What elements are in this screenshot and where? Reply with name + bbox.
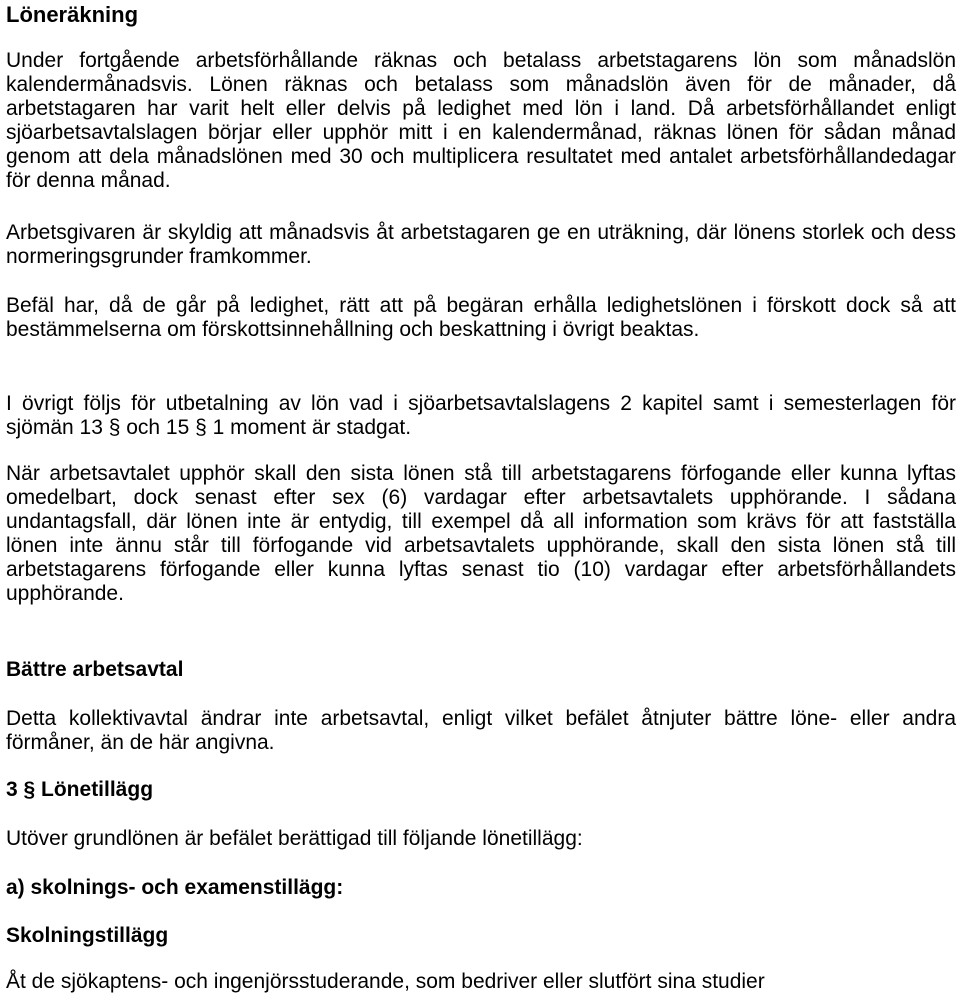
paragraph-payment-rules: I övrigt följs för utbetalning av lön vad i sjöarbetsavtalslagens 2 kapitel samt i semesterlagen för sjömän 13 § och 15 § 1 moment är stadgat. — [6, 392, 956, 439]
page-title: Löneräkning — [6, 2, 139, 27]
paragraph-final-salary: När arbetsavtalet upphör skall den sista lönen stå till arbetstagarens förfogande eller kunna lyftas omedelbart, dock senast efter sex (6) vardagar efter arbetsavtalets upphörande. I sådana undantagsfall, där lönen inte är entydig, till exempel då all information som krävs för att fastställa lönen inte ännu står till förfogande vid arbetsavtalets upphörande, skall den sista lönen stå till arbetstagarens förfogande eller kunna lyftas senast tio (10) vardagar efter arbetsförhållandets upphörande. — [6, 462, 956, 605]
section-heading-salary-supplement: 3 § Lönetillägg — [6, 778, 154, 801]
paragraph-salary-calculation: Under fortgående arbetsförhållande räknas och betalass arbetstagarens lön som månadslön kalendermånadsvis. Lönen räknas och betalass som månadslön även för de månader, då arbetstagaren har varit helt eller delvis på ledighet med lön i land. Då arbetsförhållandet enligt sjöarbetsavtalslagen börjar eller upphör mitt i en kalendermånad, räknas lönen för sådan månad genom att dela månadslönen med 30 och multiplicera resultatet med antalet arbetsförhållandedagar för denna månad. — [6, 49, 956, 192]
sub-heading-training-allowance: a) skolnings- och examenstillägg: — [6, 876, 344, 899]
section-heading-better-contract: Bättre arbetsavtal — [6, 658, 184, 681]
paragraph-salary-statement: Arbetsgivaren är skyldig att månadsvis åt arbetstagaren ge en uträkning, där lönens storlek och dess normeringsgrunder framkommer. — [6, 221, 956, 268]
paragraph-salary-supplement-intro: Utöver grundlönen är befälet berättigad till följande lönetillägg: — [6, 827, 583, 850]
paragraph-better-contract: Detta kollektivavtal ändrar inte arbetsavtal, enligt vilket befälet åtnjuter bättre löne- eller andra förmåner, än de här angivna. — [6, 707, 956, 754]
paragraph-training-supplement: Åt de sjökaptens- och ingenjörsstuderande, som bedriver eller slutfört sina studier — [6, 970, 765, 993]
sub-sub-heading-training-supplement: Skolningstillägg — [6, 924, 169, 947]
paragraph-leave-salary: Befäl har, då de går på ledighet, rätt att på begäran erhålla ledighetslönen i förskott dock så att bestämmelserna om förskottsinnehållning och beskattning i övrigt beaktas. — [6, 294, 956, 341]
